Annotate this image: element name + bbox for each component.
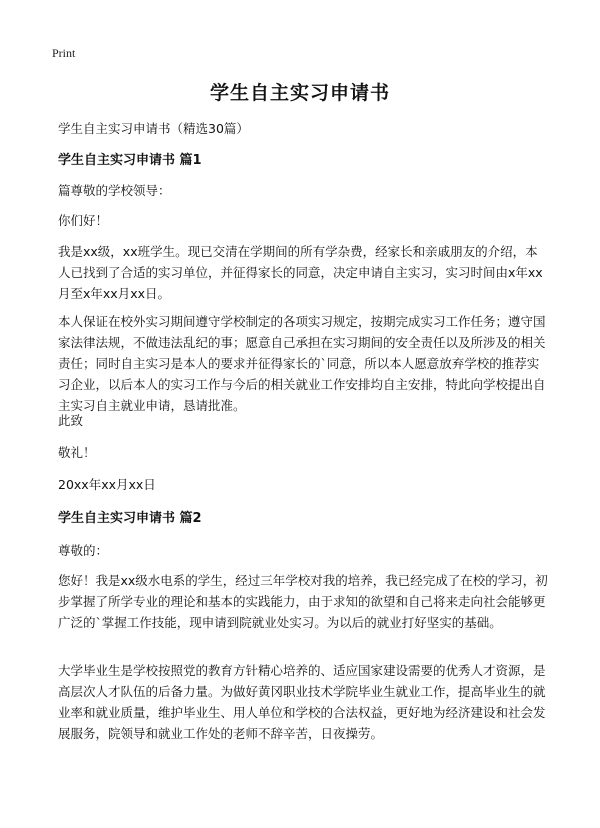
paragraph: 大学毕业生是学校按照党的教育方针精心培养的、适应国家建设需要的优秀人才资源，是高层次人才队伍的后备力量。为做好黄冈职业技术学院毕业生就业工作，提高毕业生的就业率和就业质量，维护毕业生、用人单位和学校的合法权益，更好地为经济建设和社会发展服务，院领导和就业工作处的老师不辞辛苦，日夜操劳。: [58, 663, 546, 741]
paragraph: 篇尊敬的学校领导：: [58, 183, 171, 198]
subtitle: 学生自主实习申请书（精选30篇）: [58, 121, 249, 136]
section-heading-1: 学生自主实习申请书 篇1: [58, 153, 202, 168]
paragraph: 本人保证在校外实习期间遵守学校制定的各项实习规定，按期完成实习工作任务；遵守国家法律法规，不做违法乱纪的事；愿意自己承担在实习期间的安全责任以及所涉及的相关责任；同时自主实习是本人的要求并征得家长的`同意，所以本人愿意放弃学校的推荐实习企业，以后本人的实习工作与今后的相关就业工作安排均自主安排，特此向学校提出自主实习自主就业申请，恳请批准。: [58, 314, 546, 413]
page-title: 学生自主实习申请书: [209, 82, 390, 104]
paragraph: 尊敬的：: [58, 543, 109, 558]
print-link[interactable]: Print: [52, 46, 76, 60]
section-heading-2: 学生自主实习申请书 篇2: [58, 511, 202, 526]
paragraph: 您好！我是xx级水电系的学生，经过三年学校对我的培养，我已经完成了在校的学习，初步掌握了所学专业的理论和基本的实践能力，由于求知的欲望和自己将来走向社会能够更广泛的`掌握工作技能，现申请到院就业处实习。为以后的就业打好坚实的基础。: [58, 573, 548, 630]
paragraph: 20xx年xx月xx日: [58, 477, 156, 492]
paragraph: 此致: [58, 413, 84, 428]
paragraph: 敬礼！: [58, 445, 96, 460]
paragraph: 你们好！: [58, 213, 109, 228]
paragraph: 我是xx级，xx班学生。现已交清在学期间的所有学杂费，经家长和亲戚朋友的介绍，本人已找到了合适的实习单位，并征得家长的同意，决定申请自主实习，实习时间由x年xx月至x年xx月xx日。: [58, 244, 543, 301]
